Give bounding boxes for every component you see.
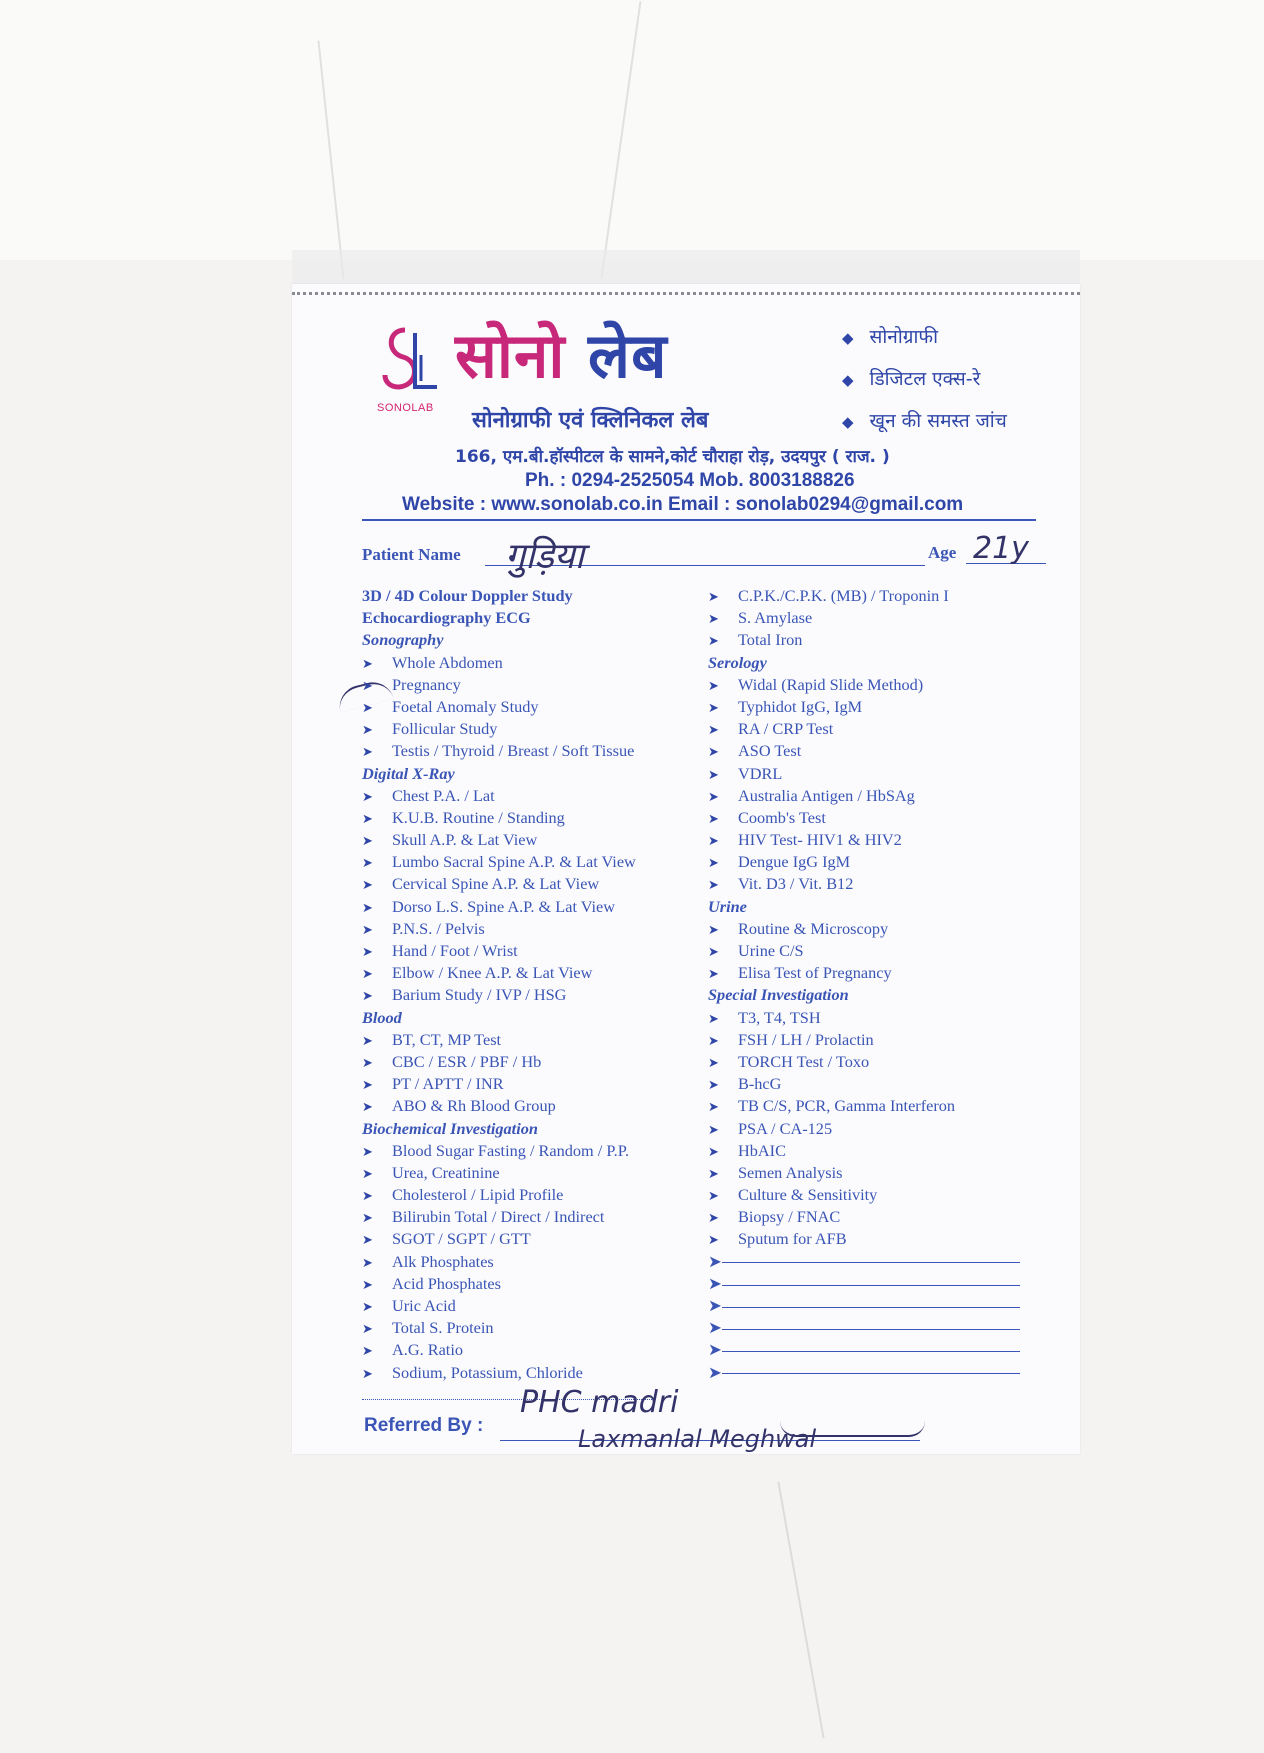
test-item bbox=[708, 740, 1048, 762]
test-item bbox=[708, 1118, 1048, 1140]
arrow-bullet-icon: ➤ bbox=[362, 789, 373, 805]
arrow-bullet-icon: ➤ bbox=[362, 1344, 373, 1360]
test-label: Australia Antigen / HbSAg bbox=[738, 785, 915, 805]
service-label: डिजिटल एक्स-रे bbox=[869, 368, 981, 390]
test-item bbox=[708, 607, 1048, 629]
test-item bbox=[708, 829, 1048, 851]
arrow-bullet-icon: ➤ bbox=[362, 967, 373, 983]
blank-line bbox=[722, 1373, 1020, 1374]
test-item bbox=[362, 1273, 692, 1295]
test-label: Coomb's Test bbox=[738, 807, 826, 827]
test-item bbox=[708, 1095, 1048, 1117]
arrow-bullet-icon: ➤ bbox=[362, 1277, 373, 1293]
blank-line bbox=[722, 1329, 1020, 1330]
arrow-bullet-icon: ➤ bbox=[708, 700, 719, 716]
service-item bbox=[842, 322, 1007, 364]
diamond-bullet-icon: ◆ bbox=[842, 329, 854, 347]
blank-test-line bbox=[708, 1339, 1048, 1361]
test-item bbox=[708, 1206, 1048, 1228]
test-label: Foetal Anomaly Study bbox=[392, 696, 539, 716]
arrow-bullet-icon: ➤ bbox=[708, 745, 719, 761]
referral-handwritten-1: PHC madri bbox=[520, 1385, 679, 1420]
arrow-bullet-icon: ➤ bbox=[708, 1033, 719, 1049]
test-label: Dengue IgG IgM bbox=[738, 852, 851, 872]
test-item bbox=[362, 829, 692, 851]
test-label: Uric Acid bbox=[392, 1296, 456, 1315]
test-item bbox=[362, 807, 692, 829]
test-label: Dorso L.S. Spine A.P. & Lat View bbox=[392, 896, 616, 916]
test-label: Sputum for AFB bbox=[738, 1229, 847, 1249]
test-label: Elisa Test of Pregnancy bbox=[738, 963, 892, 983]
header-divider bbox=[362, 519, 1036, 521]
arrow-bullet-icon: ➤ bbox=[708, 590, 719, 605]
test-label: Whole Abdomen bbox=[392, 652, 503, 672]
arrow-bullet-icon: ➤ bbox=[362, 1211, 373, 1227]
blank-line bbox=[722, 1307, 1020, 1308]
test-label: Routine & Microscopy bbox=[738, 918, 889, 938]
test-label: CBC / ESR / PBF / Hb bbox=[392, 1051, 542, 1071]
arrow-bullet-icon: ➤ bbox=[708, 1122, 719, 1138]
test-item bbox=[708, 851, 1048, 873]
arrow-bullet-icon: ➤ bbox=[362, 878, 373, 894]
test-label: HIV Test- HIV1 & HIV2 bbox=[738, 830, 902, 850]
test-item bbox=[362, 696, 692, 718]
test-label: Pregnancy bbox=[392, 674, 461, 694]
test-label: Bilirubin Total / Direct / Indirect bbox=[392, 1207, 605, 1227]
service-label: खून की समस्त जांच bbox=[869, 410, 1007, 432]
arrow-bullet-icon: ➤ bbox=[362, 1366, 373, 1382]
test-item bbox=[362, 1228, 692, 1250]
arrow-bullet-icon: ➤ bbox=[708, 878, 719, 894]
test-item bbox=[362, 873, 692, 895]
arrow-bullet-icon: ➤ bbox=[708, 856, 719, 872]
section-heading: Blood bbox=[362, 1007, 402, 1027]
arrow-bullet-icon: ➤ bbox=[708, 1251, 722, 1271]
test-label: Semen Analysis bbox=[738, 1162, 843, 1182]
test-label: FSH / LH / Prolactin bbox=[738, 1029, 874, 1049]
test-label: Blood Sugar Fasting / Random / P.P. bbox=[392, 1140, 630, 1160]
section-heading: Digital X-Ray bbox=[362, 763, 455, 783]
test-label: S. Amylase bbox=[738, 608, 813, 628]
arrow-bullet-icon: ➤ bbox=[362, 811, 373, 827]
website-email: Website : www.sonolab.co.in Email : sonolab0294@gmail.com bbox=[402, 494, 964, 515]
blank-test-line bbox=[708, 1317, 1048, 1339]
test-label: Hand / Foot / Wrist bbox=[392, 941, 518, 960]
section-heading: Biochemical Investigation bbox=[362, 1118, 538, 1138]
test-item bbox=[708, 585, 1048, 607]
test-item bbox=[708, 1051, 1048, 1073]
arrow-bullet-icon: ➤ bbox=[708, 1296, 722, 1315]
test-label: P.N.S. / Pelvis bbox=[392, 918, 485, 938]
test-label: VDRL bbox=[738, 763, 783, 783]
test-item bbox=[362, 984, 692, 1006]
test-label: Urine C/S bbox=[738, 941, 804, 960]
arrow-bullet-icon: ➤ bbox=[362, 1233, 373, 1249]
test-item bbox=[362, 918, 692, 940]
arrow-bullet-icon: ➤ bbox=[362, 678, 373, 694]
service-label: सोनोग्राफी bbox=[869, 326, 938, 348]
brand-name bbox=[455, 320, 668, 392]
test-item bbox=[362, 1184, 692, 1206]
test-item bbox=[362, 896, 692, 918]
arrow-bullet-icon: ➤ bbox=[708, 1273, 722, 1293]
test-item bbox=[708, 1184, 1048, 1206]
test-item bbox=[708, 718, 1048, 740]
test-label: Follicular Study bbox=[392, 719, 498, 739]
test-item bbox=[708, 1162, 1048, 1184]
referral-handwritten-2: Laxmanlal Meghwal bbox=[578, 1425, 817, 1453]
blank-test-line bbox=[708, 1251, 1048, 1273]
test-item bbox=[708, 1007, 1048, 1029]
test-label: T3, T4, TSH bbox=[738, 1007, 821, 1027]
arrow-bullet-icon: ➤ bbox=[708, 1211, 719, 1227]
test-label: A.G. Ratio bbox=[392, 1340, 463, 1360]
blank-line bbox=[722, 1351, 1020, 1352]
arrow-bullet-icon: ➤ bbox=[708, 723, 719, 739]
arrow-bullet-icon: ➤ bbox=[708, 1233, 719, 1249]
test-item bbox=[708, 1073, 1048, 1095]
test-label: Vit. D3 / Vit. B12 bbox=[738, 874, 854, 894]
test-item bbox=[708, 696, 1048, 718]
arrow-bullet-icon: ➤ bbox=[708, 1189, 719, 1205]
arrow-bullet-icon: ➤ bbox=[362, 1144, 373, 1160]
test-item bbox=[708, 1228, 1048, 1250]
arrow-bullet-icon: ➤ bbox=[362, 700, 373, 716]
test-item bbox=[362, 1317, 692, 1339]
test-item bbox=[362, 674, 692, 696]
test-item bbox=[708, 629, 1048, 651]
test-item bbox=[362, 962, 692, 984]
arrow-bullet-icon: ➤ bbox=[362, 834, 373, 850]
age-label: Age bbox=[928, 543, 957, 562]
test-label: K.U.B. Routine / Standing bbox=[392, 807, 565, 827]
test-item bbox=[362, 1251, 692, 1273]
arrow-bullet-icon: ➤ bbox=[708, 678, 719, 694]
test-label: Cervical Spine A.P. & Lat View bbox=[392, 874, 600, 894]
patient-name-handwritten: गुड़िया bbox=[505, 536, 585, 577]
phone-numbers: Ph. : 0294-2525054 Mob. 8003188826 bbox=[525, 470, 855, 491]
test-label: SGOT / SGPT / GTT bbox=[392, 1229, 531, 1249]
arrow-bullet-icon: ➤ bbox=[708, 1362, 722, 1382]
blank-test-line bbox=[708, 1273, 1048, 1295]
test-item bbox=[362, 740, 692, 762]
test-label: ABO & Rh Blood Group bbox=[392, 1096, 556, 1116]
test-heading: 3D / 4D Colour Doppler Study bbox=[362, 586, 573, 605]
section-heading: Urine bbox=[708, 896, 747, 916]
arrow-bullet-icon: ➤ bbox=[362, 723, 373, 739]
arrow-bullet-icon: ➤ bbox=[362, 945, 373, 960]
test-label: Culture & Sensitivity bbox=[738, 1185, 878, 1205]
test-label: Alk Phosphates bbox=[392, 1251, 494, 1271]
arrow-bullet-icon: ➤ bbox=[708, 1166, 719, 1182]
test-item bbox=[362, 1029, 692, 1051]
arrow-bullet-icon: ➤ bbox=[362, 989, 373, 1005]
arrow-bullet-icon: ➤ bbox=[708, 1318, 722, 1338]
test-label: Total S. Protein bbox=[392, 1318, 494, 1338]
blank-line bbox=[722, 1285, 1020, 1286]
address: 166, एम.बी.हॉस्पीटल के सामने,कोर्ट चौराहा रोड़, उदयपुर ( राज. ) bbox=[455, 447, 890, 467]
test-label: Total Iron bbox=[738, 630, 803, 650]
section-heading: Sonography bbox=[362, 630, 444, 650]
test-item bbox=[362, 1295, 692, 1317]
test-item bbox=[708, 918, 1048, 940]
arrow-bullet-icon: ➤ bbox=[708, 1078, 719, 1094]
test-item bbox=[362, 940, 692, 962]
test-item bbox=[362, 785, 692, 807]
tests-column-right bbox=[708, 585, 1048, 1384]
arrow-bullet-icon: ➤ bbox=[708, 634, 719, 650]
arrow-bullet-icon: ➤ bbox=[362, 900, 373, 916]
arrow-bullet-icon: ➤ bbox=[708, 922, 719, 938]
arrow-bullet-icon: ➤ bbox=[362, 856, 373, 872]
age-handwritten: 21y bbox=[973, 531, 1029, 566]
test-item bbox=[708, 1029, 1048, 1051]
tagline: सोनोग्राफी एवं क्लिनिकल लेब bbox=[472, 408, 709, 433]
tests-column-left bbox=[362, 585, 692, 1384]
arrow-bullet-icon: ➤ bbox=[708, 967, 719, 983]
test-label: Chest P.A. / Lat bbox=[392, 785, 495, 805]
test-item bbox=[362, 1206, 692, 1228]
test-label: C.P.K./C.P.K. (MB) / Troponin I bbox=[738, 586, 949, 605]
test-label: Lumbo Sacral Spine A.P. & Lat View bbox=[392, 852, 636, 872]
arrow-bullet-icon: ➤ bbox=[362, 656, 373, 672]
diamond-bullet-icon: ◆ bbox=[842, 413, 854, 431]
arrow-bullet-icon: ➤ bbox=[362, 1322, 373, 1338]
test-item bbox=[362, 718, 692, 740]
test-label: Elbow / Knee A.P. & Lat View bbox=[392, 963, 593, 983]
test-label: Sodium, Potassium, Chloride bbox=[392, 1362, 583, 1382]
test-label: BT, CT, MP Test bbox=[392, 1029, 502, 1049]
arrow-bullet-icon: ➤ bbox=[708, 1340, 722, 1360]
section-heading: Special Investigation bbox=[708, 985, 849, 1005]
test-item bbox=[362, 1073, 692, 1095]
section-heading: Serology bbox=[708, 652, 767, 672]
test-item bbox=[708, 807, 1048, 829]
paper-crease bbox=[777, 1482, 824, 1738]
test-item bbox=[708, 962, 1048, 984]
test-label: ASO Test bbox=[738, 741, 802, 761]
test-item bbox=[362, 1339, 692, 1361]
scan-background-top bbox=[0, 0, 1264, 260]
test-item bbox=[708, 763, 1048, 785]
test-item bbox=[362, 652, 692, 674]
arrow-bullet-icon: ➤ bbox=[708, 811, 719, 827]
test-label: Skull A.P. & Lat View bbox=[392, 830, 538, 850]
test-label: HbAIC bbox=[738, 1140, 786, 1160]
test-item bbox=[708, 674, 1048, 696]
arrow-bullet-icon: ➤ bbox=[708, 1055, 719, 1071]
arrow-bullet-icon: ➤ bbox=[362, 1255, 373, 1271]
test-item bbox=[362, 1140, 692, 1162]
arrow-bullet-icon: ➤ bbox=[362, 1189, 373, 1205]
service-item bbox=[842, 406, 1007, 448]
arrow-bullet-icon: ➤ bbox=[362, 1166, 373, 1182]
test-label: PT / APTT / INR bbox=[392, 1074, 504, 1094]
arrow-bullet-icon: ➤ bbox=[362, 1300, 373, 1315]
referred-by-label: Referred By : bbox=[364, 1415, 484, 1436]
test-label: Barium Study / IVP / HSG bbox=[392, 985, 567, 1005]
arrow-bullet-icon: ➤ bbox=[362, 1033, 373, 1049]
test-label: Urea, Creatinine bbox=[392, 1162, 500, 1182]
arrow-bullet-icon: ➤ bbox=[708, 612, 719, 628]
arrow-bullet-icon: ➤ bbox=[362, 922, 373, 938]
test-heading: Echocardiography ECG bbox=[362, 608, 531, 628]
test-item bbox=[708, 1140, 1048, 1162]
arrow-bullet-icon: ➤ bbox=[708, 1100, 719, 1116]
test-label: Biopsy / FNAC bbox=[738, 1207, 841, 1227]
test-label: Widal (Rapid Slide Method) bbox=[738, 674, 924, 694]
test-item bbox=[362, 1095, 692, 1117]
arrow-bullet-icon: ➤ bbox=[362, 745, 373, 761]
arrow-bullet-icon: ➤ bbox=[708, 834, 719, 850]
test-label: TORCH Test / Toxo bbox=[738, 1051, 870, 1071]
test-label: Testis / Thyroid / Breast / Soft Tissue bbox=[392, 741, 635, 761]
test-item bbox=[362, 1162, 692, 1184]
brand-part-1: सोनो bbox=[455, 319, 566, 392]
patient-name-label: Patient Name bbox=[362, 545, 461, 564]
logo-text: SONOLAB bbox=[377, 402, 434, 414]
test-label: PSA / CA-125 bbox=[738, 1118, 833, 1138]
arrow-bullet-icon: ➤ bbox=[708, 1144, 719, 1160]
service-item bbox=[842, 364, 1007, 406]
arrow-bullet-icon: ➤ bbox=[708, 789, 719, 805]
arrow-bullet-icon: ➤ bbox=[708, 1011, 719, 1027]
perforation-edge bbox=[292, 292, 1080, 299]
arrow-bullet-icon: ➤ bbox=[362, 1055, 373, 1071]
test-item bbox=[708, 940, 1048, 962]
arrow-bullet-icon: ➤ bbox=[708, 945, 719, 960]
brand-part-2: लेब bbox=[588, 319, 668, 392]
blank-line bbox=[722, 1262, 1020, 1263]
test-label: B-hcG bbox=[738, 1074, 782, 1094]
test-label: Typhidot IgG, IgM bbox=[738, 696, 863, 716]
blank-test-line bbox=[708, 1295, 1048, 1317]
test-item bbox=[708, 873, 1048, 895]
signature-stroke bbox=[780, 1421, 925, 1437]
test-label: Cholesterol / Lipid Profile bbox=[392, 1185, 564, 1205]
services-list bbox=[842, 322, 1007, 448]
test-item bbox=[362, 851, 692, 873]
test-item bbox=[362, 1051, 692, 1073]
arrow-bullet-icon: ➤ bbox=[362, 1100, 373, 1116]
arrow-bullet-icon: ➤ bbox=[362, 1078, 373, 1094]
test-item bbox=[362, 1362, 692, 1384]
diamond-bullet-icon: ◆ bbox=[842, 371, 854, 389]
test-label: RA / CRP Test bbox=[738, 719, 834, 739]
test-item bbox=[708, 785, 1048, 807]
arrow-bullet-icon: ➤ bbox=[708, 767, 719, 783]
test-label: Acid Phosphates bbox=[392, 1273, 501, 1293]
blank-test-line bbox=[708, 1362, 1048, 1384]
test-label: TB C/S, PCR, Gamma Interferon bbox=[738, 1096, 956, 1116]
